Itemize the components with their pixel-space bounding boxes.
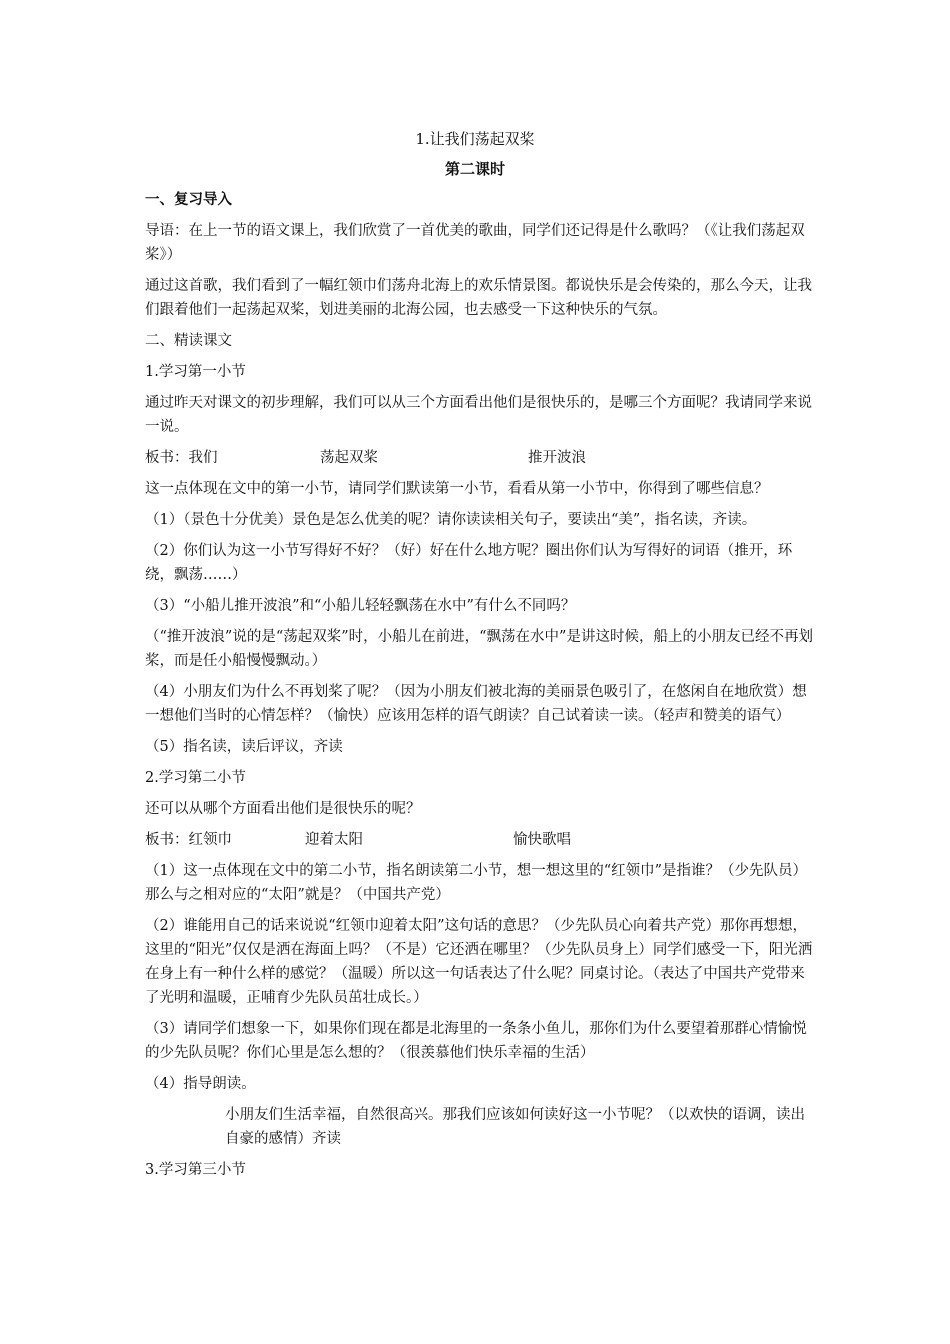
paragraph: （4）小朋友们为什么不再划桨了呢？（因为小朋友们被北海的美丽景色吸引了，在悠闲自在地欣赏）想一想他们当时的心情怎样？（愉快）应该用怎样的语气朗读？自己试着读一读。（轻声和赞美的语气） (145, 684, 807, 724)
paragraph: 通过这首歌，我们看到了一幅红领巾们荡舟北海上的欢乐情景图。都说快乐是会传染的，那么今天，让我们跟着他们一起荡起双桨，划进美丽的北海公园，也去感受一下这种快乐的气氛。 (145, 278, 812, 318)
paragraph: （2）你们认为这一小节写得好不好？（好）好在什么地方呢？圈出你们认为写得好的词语（推开，环绕，飘荡……） (145, 543, 793, 583)
paragraph: 通过昨天对课文的初步理解，我们可以从三个方面看出他们是很快乐的，是哪三个方面呢？我请同学来说一说。 (145, 395, 812, 435)
board-item: 板书：红领巾 (145, 832, 232, 848)
subsection-heading: 2.学习第二小节 (145, 770, 246, 786)
board-item: 荡起双桨 (320, 450, 378, 466)
lesson-title: 1.让我们荡起双桨 (415, 130, 535, 148)
board-item: 迎着太阳 (305, 832, 363, 848)
paragraph: （3）请同学们想象一下，如果你们现在都是北海里的一条条小鱼儿，那你们为什么要望着那群心情愉悦的少先队员呢？你们心里是怎么想的？（很羡慕他们快乐幸福的生活） (145, 1021, 807, 1061)
subsection-heading: 1.学习第一小节 (145, 364, 246, 380)
board-notes-1 (145, 446, 815, 470)
section-heading: 一、复习导入 (145, 191, 232, 208)
section-heading: 二、精读课文 (145, 333, 232, 349)
paragraph: （3）“小船儿推开波浪”和“小船儿轻轻飘荡在水中”有什么不同吗？ (145, 598, 576, 614)
subsection-heading: 3.学习第三小节 (145, 1162, 246, 1178)
paragraph: （4）指导朗读。 (145, 1076, 256, 1092)
paragraph: （1）这一点体现在文中的第二小节，指名朗读第二小节，想一想这里的“红领巾”是指谁？（少先队员） 那么与之相对应的“太阳”就是？（中国共产党） (145, 863, 815, 903)
board-item: 愉快歌唱 (513, 832, 571, 848)
lesson-subtitle: 第二课时 (444, 160, 505, 178)
paragraph: 导语：在上一节的语文课上，我们欣赏了一首优美的歌曲，同学们还记得是什么歌吗？（《让我们荡起双桨》） (145, 223, 805, 263)
paragraph: （5）指名读，读后评议，齐读 (145, 739, 343, 755)
paragraph: （2）谁能用自己的话来说说“红领巾迎着太阳”这句话的意思？（少先队员心向着共产党）那你再想想，这里的“阳光”仅仅是洒在海面上吗？（不是）它还洒在哪里？（少先队员身上）同学们感受一下，阳光洒在身上有一种什么样的感觉？（温暖）所以这一句话表达了什么呢？同桌讨论。（表达了中国共产党带来了光明和温暖，正哺育少先队员茁壮成长。） (145, 918, 813, 1006)
board-item: 板书：我们 (145, 450, 218, 466)
board-notes-2 (145, 828, 815, 852)
paragraph: （1）（景色十分优美）景色是怎么优美的呢？请你读读相关句子，要读出“美”，指名读，齐读。 (145, 512, 757, 528)
paragraph: （“推开波浪”说的是“荡起双桨”时，小船儿在前进，“飘荡在水中”是讲这时候，船上的小朋友已经不再划桨，而是任小船慢慢飘动。） (145, 629, 813, 669)
paragraph: 这一点体现在文中的第一小节，请同学们默读第一小节，看看从第一小节中，你得到了哪些信息？ (145, 481, 769, 497)
document-body (145, 188, 815, 1189)
paragraph: 还可以从哪个方面看出他们是很快乐的呢？ (145, 801, 421, 817)
board-item: 推开波浪 (528, 450, 586, 466)
paragraph: 小朋友们生活幸福，自然很高兴。那我们应该如何读好这一小节呢？（以欢快的语调，读出自豪的感情）齐读 (225, 1107, 805, 1147)
